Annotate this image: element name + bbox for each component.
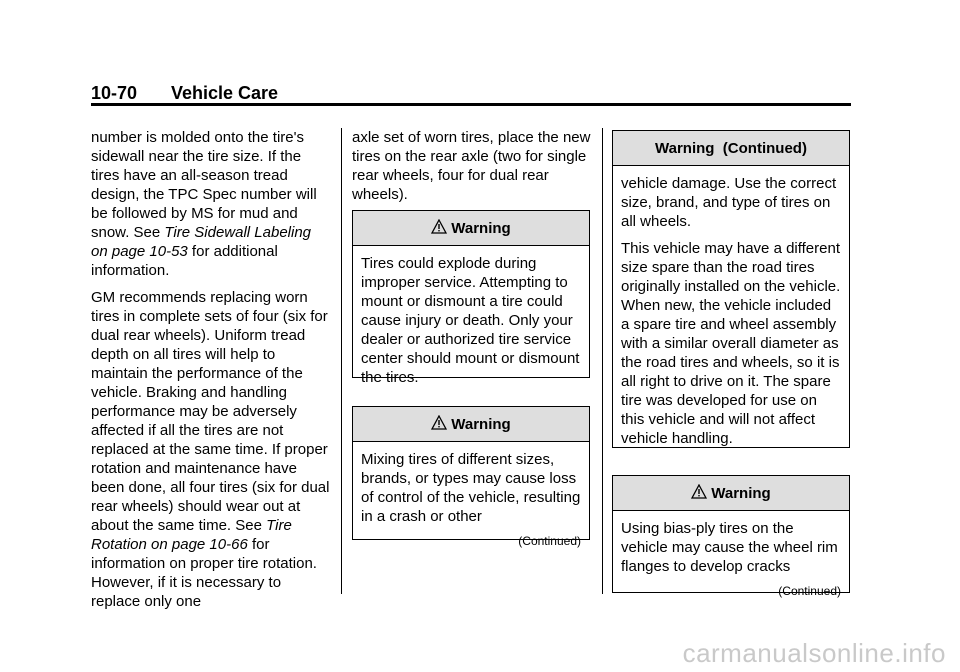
warning-triangle-icon xyxy=(431,219,447,238)
section-title: Vehicle Care xyxy=(171,83,279,103)
paragraph xyxy=(91,128,331,280)
warning-text: This vehicle may have a different size spare than the road tires originally installed on the vehicle. When new, the vehicle included a spare tire and wheel assembly with a similar overall diameter as the road tires and wheels, so it is all right to drive on it. The spare tire was developed for use on this vehicle and will not affect vehicle handling. xyxy=(621,240,841,447)
paragraph xyxy=(91,288,331,611)
warning-title: Warning (Continued) xyxy=(655,139,807,157)
column-2 xyxy=(352,128,592,212)
warning-box xyxy=(352,406,590,548)
warning-title: Warning xyxy=(711,484,771,502)
paragraph-text: for additional information. xyxy=(91,243,278,279)
watermark: carmanualsonline.info xyxy=(682,638,946,668)
warning-text: Mixing tires of different sizes, brands, or types may cause loss of control of the vehicle, resulting in a crash or other xyxy=(361,451,581,525)
warning-body xyxy=(353,246,589,393)
cross-reference-link[interactable]: Tire Sidewall Labeling on page 10-53 xyxy=(91,224,312,260)
paragraph: axle set of worn tires, place the new tires on the rear axle (two for single rear wheels, four for dual rear wheels). xyxy=(352,129,591,203)
warning-box xyxy=(352,210,590,386)
paragraph-text: for information on proper tire rotation. However, if it is necessary to replace only one xyxy=(91,536,317,610)
continued-label: (Continued) xyxy=(778,584,841,598)
warning-header xyxy=(613,131,849,166)
paragraph-text: number is molded onto the tire's sidewall near the tire size. If the tires have an all-season tread design, the TPC Spec number will be followed by MS for mud and snow. See xyxy=(91,129,317,241)
warning-body xyxy=(613,511,849,604)
warning-header xyxy=(353,407,589,442)
page-number: 10-70 xyxy=(91,83,138,103)
warning-header xyxy=(353,211,589,246)
warning-title: Warning xyxy=(451,415,511,433)
warning-header xyxy=(613,476,849,511)
warning-triangle-icon xyxy=(691,484,707,503)
warning-box xyxy=(612,130,850,448)
header-rule xyxy=(91,103,851,106)
warning-text: Using bias-ply tires on the vehicle may cause the wheel rim flanges to develop cracks xyxy=(621,520,838,575)
column-divider xyxy=(602,128,603,594)
paragraph-text: GM recommends replacing worn tires in complete sets of four (six for dual rear wheels). Uniform tread depth on all tires will help to maintain the performance of the vehicle. Braking and handling performance may be adversely affected if all the tires are not replaced at the same time. If proper rotation and maintenance have been done, all four tires (six for dual rear wheels) should wear out at about the same time. See xyxy=(91,289,330,534)
warning-text: Tires could explode during improper service. Attempting to mount or dismount a tire could cause injury or death. Only your dealer or authorized tire service center should mount or dismount the tires. xyxy=(361,255,580,386)
warning-box xyxy=(612,475,850,598)
warning-title: Warning xyxy=(451,219,511,237)
warning-triangle-icon xyxy=(431,415,447,434)
warning-text: vehicle damage. Use the correct size, brand, and type of tires on all wheels. xyxy=(621,175,837,230)
column-1 xyxy=(91,128,331,619)
continued-label: (Continued) xyxy=(518,534,581,548)
warning-body xyxy=(613,166,849,454)
column-divider xyxy=(341,128,342,594)
cross-reference-link[interactable]: Tire Rotation on page 10-66 xyxy=(91,517,292,553)
warning-body xyxy=(353,442,589,554)
